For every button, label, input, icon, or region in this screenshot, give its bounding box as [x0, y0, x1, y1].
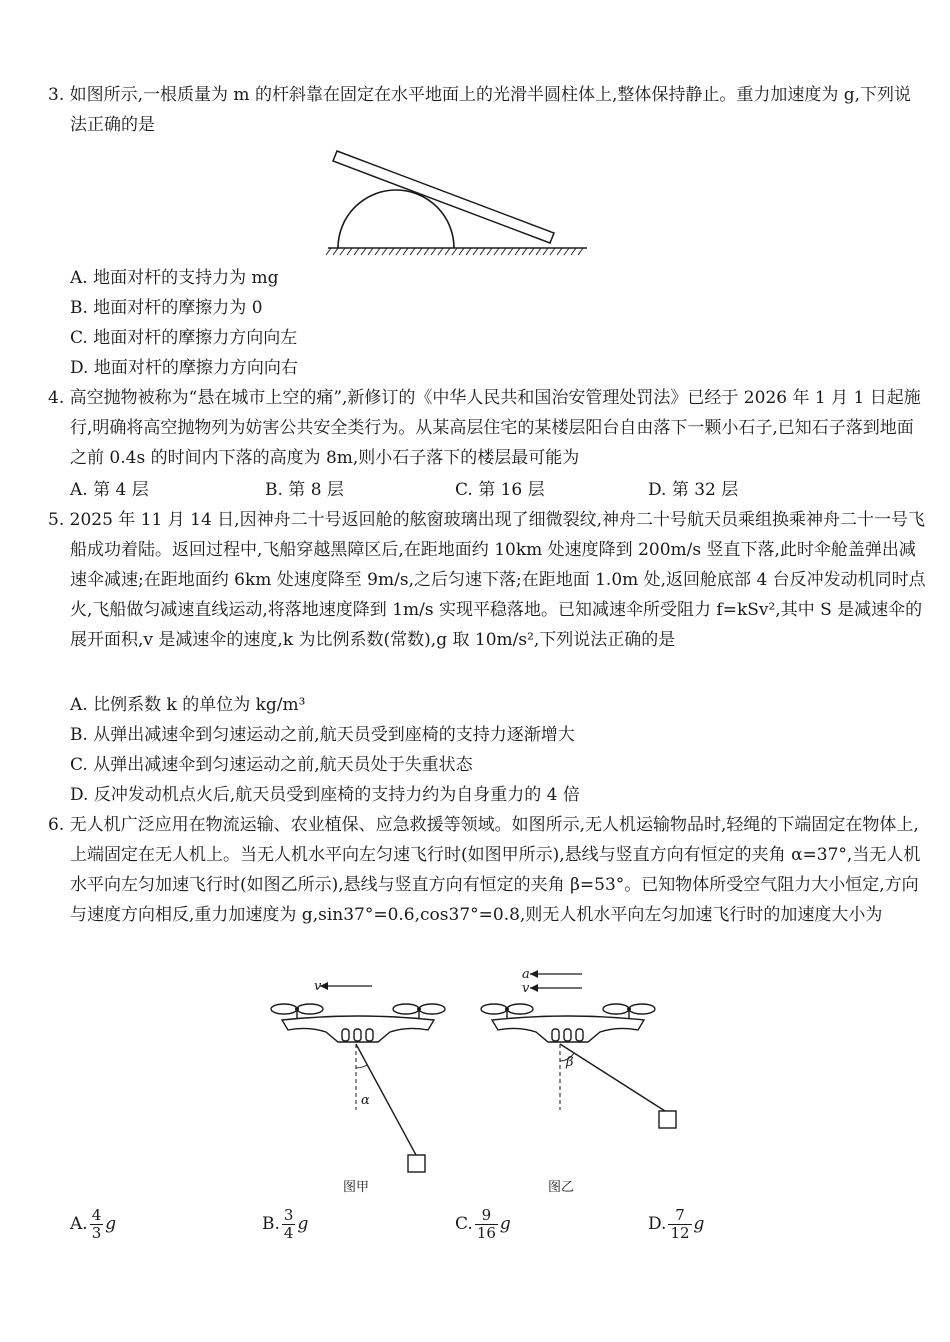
q6-option-b-numerator: 3: [283, 1205, 294, 1224]
q3-option-d: D. 地面对杆的摩擦力方向向右: [70, 358, 298, 378]
q6-option-a: [70, 1200, 116, 1248]
q6-option-d-g: g: [693, 1214, 705, 1234]
q3-option-b: B. 地面对杆的摩擦力为 0: [70, 298, 263, 318]
q3-option-c: C. 地面对杆的摩擦力方向向左: [70, 328, 298, 348]
q5-stem: 5. 2025 年 11 月 14 日,因神舟二十号返回舱的舷窗玻璃出现了细微裂纹,神舟二十号航天员乘组换乘神舟二十一号飞船成功着陆。返回过程中,飞船穿越黑障区后,在距地面约 10km 处速度降到 200m/s 竖直下落,此时伞舱盖弹出减速伞减速;在距地面约 6km 处速度降至 9m/s,之后匀速下落;在距地面 1.0m 处,返回舱底部 4 台反冲发动机同时点火,飞船做匀减速直线运动,将落地速度降到 1m/s 实现平稳落地。已知减速伞所受阻力 f=kSv²,其中 S 是减速伞的展开面积,v 是减速伞的速度,k 为比例系数(常数),g 取 10m/s²,下列说法正确的是: [48, 510, 926, 650]
q6-jia-v-label: v: [314, 979, 322, 994]
q6-option-a-g: g: [105, 1214, 117, 1234]
q6-option-a-letter: A.: [70, 1214, 88, 1234]
q6-option-c: [455, 1200, 511, 1248]
q6-option-b: [262, 1200, 308, 1248]
q6-answers: [70, 1200, 910, 1248]
q5-option-b: B. 从弹出减速伞到匀速运动之前,航天员受到座椅的支持力逐渐增大: [70, 725, 575, 745]
q6-yi-a-label: a: [522, 968, 530, 982]
q6-option-b-fraction: [282, 1207, 296, 1242]
q6-stem: 6. 无人机广泛应用在物流运输、农业植保、应急救援等领域。如图所示,无人机运输物品时,轻绳的下端固定在物体上,上端固定在无人机上。当无人机水平向左匀速飞行时(如图甲所示),悬线与竖直方向有恒定的夹角 α=37°,当无人机水平向左匀加速飞行时(如图乙所示),悬线与竖直方向有恒定的夹角 β=53°。已知物体所受空气阻力大小恒定,方向与速度方向相反,重力加速度为 g,sin37°=0.6,cos37°=0.8,则无人机水平向左匀加速飞行时的加速度大小为: [48, 815, 921, 925]
q6-option-a-denominator: 3: [91, 1223, 102, 1242]
q3-stem: 3. 如图所示,一根质量为 m 的杆斜靠在固定在水平地面上的光滑半圆柱体上,整体保持静止。重力加速度为 g,下列说法正确的是: [48, 85, 912, 135]
q5-option-c: C. 从弹出减速伞到匀速运动之前,航天员处于失重状态: [70, 755, 473, 775]
q6-caption-yi: 图乙: [548, 1180, 575, 1195]
q4-option-c: C. 第 16 层: [455, 480, 545, 500]
q5-option-d: D. 反冲发动机点火后,航天员受到座椅的支持力约为自身重力的 4 倍: [70, 785, 580, 805]
q6-option-d-letter: D.: [648, 1214, 667, 1234]
q6-option-d-denominator: 12: [670, 1223, 690, 1242]
q4-option-a: A. 第 4 层: [70, 480, 149, 500]
q5-option-a: A. 比例系数 k 的单位为 kg/m³: [70, 695, 306, 715]
q6-figure-yi-accelerating-flight: [478, 968, 688, 1138]
q4-option-b: B. 第 8 层: [265, 480, 344, 500]
q6-option-b-letter: B.: [262, 1214, 280, 1234]
q6-option-d: [648, 1200, 704, 1248]
q6-option-c-numerator: 9: [475, 1207, 498, 1225]
q3-option-a: A. 地面对杆的支持力为 mg: [70, 268, 279, 288]
q3-figure-rod-on-half-cylinder: [325, 145, 590, 260]
q6-jia-alpha-label: α: [361, 1093, 370, 1108]
q6-yi-beta-label: β: [566, 1055, 574, 1070]
q6-option-d-numerator: 7: [668, 1207, 691, 1225]
q4-stem: 4. 高空抛物被称为“悬在城市上空的痛”,新修订的《中华人民共和国治安管理处罚法》已经于 2026 年 1 月 1 日起施行,明确将高空抛物列为妨害公共安全类行为。从某高层住宅的某楼层阳台自由落下一颗小石子,已知石子落到地面之前 0.4s 的时间内下落的高度为 8m,则小石子落下的楼层最可能为: [48, 388, 921, 468]
q6-figure-jia-uniform-flight: [268, 972, 448, 1177]
q6-option-b-denominator: 4: [283, 1223, 294, 1242]
q6-option-a-numerator: 4: [91, 1205, 102, 1224]
q6-option-c-fraction: [475, 1207, 498, 1242]
q6-option-b-g: g: [297, 1214, 309, 1234]
q6-option-c-denominator: 16: [476, 1223, 496, 1242]
q6-caption-jia: 图甲: [343, 1180, 370, 1195]
q6-option-d-fraction: [668, 1207, 691, 1242]
q6-option-a-fraction: [90, 1207, 104, 1242]
q6-option-c-g: g: [499, 1214, 511, 1234]
q6-option-c-letter: C.: [455, 1214, 473, 1234]
q6-yi-v-label: v: [522, 981, 530, 996]
q4-option-d: D. 第 32 层: [648, 480, 739, 500]
